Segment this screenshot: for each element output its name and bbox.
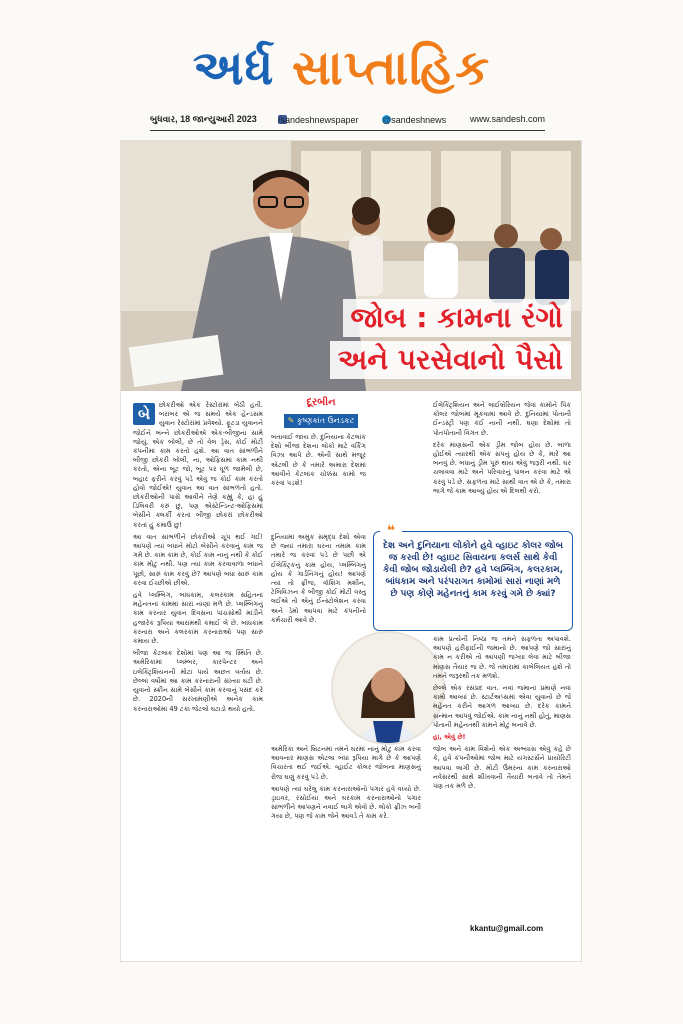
- byline: [271, 397, 371, 428]
- pull-quote: [373, 523, 573, 631]
- column2-paragraph: આપણે ત્યાં ઘરેલુ કામ કરનારાઓનો પગાર હવે વધ્યો છે. ડ્રાઇવર, રસોઈયા અને ઘરકામ કરનારાઓનો પગાર સાંભળીને આપણને નવાઈ લાગે એવો છે. લોકો ફ્રીઝ બની ગયા છે, પણ જે કામ જેને આવડે તે કામ કરે.: [271, 784, 421, 821]
- author-email[interactable]: kkantu@gmail.com: [470, 924, 544, 933]
- pull-quote-text: દેશ અને દુનિયાના લોકોને હવે વ્હાઇટ કોલર જોબ જ કરવી છે! વ્હાઇટ સિવાયના કલર્સ સાથે કેવી કેવી જોબ જોડાયેલી છે? હવે પ્લમ્બિંગ, કલરકામ, બાંધકામ અને પરંપરાગત કામોમાં સારાં નાણાં મળે છે પણ કોણે મહેનતનું કામ કરવું ગમે છે ક્યાં?: [383, 541, 563, 599]
- headline-line1: જોબ : કામના રંગો: [343, 299, 571, 337]
- article-column-2-mid: [271, 533, 366, 629]
- column-name: દૂરબીન: [306, 397, 336, 408]
- column1-paragraph: બીજા કેટલાક દેશોમાં પણ આ જ સ્થિતિ છે. અમેરિકામાં પ્લમ્બર, કારપેન્ટર અને ઇલેક્ટ્રિશિયનની મોટા પાયે અછત વર્તાય છે. છેલ્લાં વર્ષોમાં આ કામ કરનારાની સંખ્યા ઘટી છે. યુવાનો સ્ક્રીન સામે બેસીને કામ કરવાનું પસંદ કરે છે. 2020ની સરખામણીએ અનેક કામ કરનારાઓમાં 49 ટકા જેટલો ઘટાડો થયો હતો.: [133, 649, 263, 713]
- headline-line2: અને પરસેવાનો પૈસો: [330, 341, 571, 379]
- masthead-title: [0, 38, 683, 98]
- column3-paragraph: છેલ્લે એક રસપ્રદ વાત. નવાં જમાનાં પ્રમાણે નવાં કામો આવ્યાં છે. સ્ટાર્ટઅપ્સમાં એવા યુવાનો છે જે મહેનત કરીને આગળ આવ્યા છે. દરેક કામને સન્માન આપવું જોઈએ. કામ નાનું નથી હોતું, માણસ પોતાની મહેનતથી કામને મોટું બનાવે છે.: [433, 684, 571, 729]
- issue-date: બુધવાર, 18 જાન્યુઆરી 2023: [150, 114, 257, 124]
- article-column-1: [133, 401, 263, 953]
- headline: [330, 299, 571, 379]
- dropcap: બે: [133, 403, 155, 425]
- office-team-photo: [121, 141, 581, 391]
- woman-portrait: [331, 631, 445, 745]
- column2-paragraph: અમેરિકા અને બ્રિટનમાં તમને ઘરમાં નાનું મોટું કામ કરવા આવનાર માણસ એટલા બધા રૂપિયા માગે છે કે આપણે વિચારતા થઈ જઈએ. વ્હાઈટ કોલર જોબના માણસનું રોજ ઘણું કરવું પડે છે.: [271, 745, 421, 781]
- article-column-3-mid: [433, 635, 571, 875]
- author-name: કૃષ્ણકાંત ઉનડકટ: [296, 416, 355, 425]
- facebook-handle-text: /sandeshnewspaper: [278, 115, 359, 125]
- dateline: [150, 113, 550, 127]
- article-column-2-bottom: [271, 745, 421, 953]
- masthead-divider: [150, 130, 545, 131]
- article-column-2-top: [271, 433, 366, 533]
- column2-paragraph: દુનિયામાં અમુક સમૃદ્ધ દેશો એવા છે જ્યાં તમારા ઘરના તમામ કામ તમારે જ કરવાં પડે છે પછી એ ઈલેક્ટ્રિકનું કામ હોય, પ્લમ્બિંગનું હોય કે ગાર્ડનિંગનું હોય! આપણે ત્યાં તો ફ્રીજ, વૉશિંગ મશીન, ટેલિવિઝન કે બીજી કોઈ મોટી વસ્તુ લઈએ તો એનું ઈન્સ્ટોલેશન કરવા અને ડેમો આપવા માટે કંપનીનો કર્મચારી આવે છે.: [271, 533, 366, 624]
- masthead-title-word2: સાપ્તાહિક: [292, 40, 491, 96]
- article: [120, 140, 582, 962]
- column3-paragraph: જોબ અને કામ વિશેનો એક અભ્યાસ એવું કહે છે કે, હવે કંપનીઓમાં જોબ માટે યંગસ્ટર્સને પ્રાયોરિટી આપવા લાગી છે. મોટી ઉંમરના કામ કરનારાઓ નવેસરથી સાથે શીખવાની તૈયારી બતાવે તો તેમને પણ તક મળે છે.: [433, 745, 571, 791]
- column1-paragraph: હવે પ્લમ્બિંગ, બાંધકામ, કલરકામ સહિતનાં મહેનતનાં કામમાં સારાં નાણાં મળે છે. પ્લમ્બિંગનું કામ કરનાર યુવાન દિવસના પાંચસોથી માંડીને હજારેક રૂપિયા આરામથી કમાઈ લે છે. બાંધકામ કરનારા અને કલરકામ કરનારાઓ પણ સારું કમાય છે.: [133, 591, 263, 646]
- column1-paragraph: આ વાત સાંભળીને છોકરીઓ ચૂપ થઈ ગઈ! આપણે ત્યાં બધાને મોટો બેસીને કરવાનું કામ જ ગમે છે. કામ કામ છે, કોઈ કામ નાનું નથી કે કોઈ કામ મોટું નથી. પણ ત્યાં કામ કરવાવાળા બધાને પૂછો, સારું કામ કરવું છે? આપણે બધા સારું કામ કરવા ઈચ્છીએ છીએ.: [133, 532, 263, 587]
- website-link[interactable]: www.sandesh.com: [470, 114, 546, 124]
- column1-paragraph: છોકરીઓ એક રેસ્ટોરાંમાં બેઠી હતી. બરાબર એ જ સમયે એક હેન્ડસમ યુવાન રેસ્ટોરાંમાં પ્રવેશ્યો. ફૂટડા યુવાનને જોઈને બન્ને છોકરીઓએ એક-બીજીના સામે જોયું. એક બોલી, છે તો વેલ ડ્રેસ, કોઈ મોટી કંપનીમાં કામ કરતો હશે. આ વાત સાંભળીને બીજી છોકરી બોલી, ના, ઓફિસમાં કામ નથી કરતો, એના બૂટ જો, બૂટ પર ધૂળ જામેલી છે, બહાર ફરીને કરવું પડે એવું જ કોઈ કામ કરતો હોવો જોઈએ! યુવાન આ વાત સાંભળતો હતો. છોકરીઓની પાસે આવીને તેણે કહ્યું કે, હા હું ડિલિવરી કરું છું, પણ એસ્ટેન્ડિન્ટ-ઓફિસમાં બેસીને ક્લર્કી કરતાં બીજી છોકરાં છોકરીઓ કરતાં હું કમાઉં છું!: [133, 401, 263, 529]
- column3-paragraph: ઈલેક્ટ્રિશિયન અને લાઈબ્રેરિયન જેવાં કામોને પિંક કોલર જોબમાં મૂકવામાં આવે છે. દુનિયામાં પોતાની ઈન્ડસ્ટ્રી પણ કંઈ નાની નથી. ઘણા દેશોમાં તો પોતપોતાની વિગત છે.: [433, 401, 571, 437]
- quote-mark-icon: ❝: [380, 524, 402, 536]
- twitter-handle-text: @sandeshnews: [382, 115, 447, 125]
- column2-paragraph: બતાવાઈ જાય છે. દુનિયાના કેટલાંક દેશો બીજા દેશના લોકો માટે વર્કિંગ વિઝા આપે છે. એની સાથે મજૂર એટલી છે કે તમારે અમારા દેશમાં આવીને કેટલાંક ચોક્કસ કામો જ કરવાં પડશે!: [271, 433, 366, 488]
- column3-paragraph: દરેક માણસની એક ડ્રીમ જોબ હોય છે. બાળા હોઈએ ત્યારથી એક સપનું હોય છે કે, મારે આ બનવું છે. બધાનું ડ્રીમ પૂરું થાય એવું જરૂરી નથી. ઘર ચલાવવા માટે અને પરિવારનું પાલન કરવા માટે એ કરવું પડે છે. સફળતા માટે સાથી વાત એ છે કે, તમારા ભાગે જે કામ આવ્યું હોય એ દિલથી કરો.: [433, 440, 571, 495]
- pen-icon: ✎: [287, 416, 297, 425]
- subhead: હા, એવું છે!: [433, 733, 466, 742]
- author-name-badge: [284, 414, 359, 428]
- column3-paragraph: કામ પ્રત્યેની નિષ્ઠા જ તમને સફળતા અપાવશે. આપણે હરીફાઈની જમાનો છે. આપણે જો સારાંનું કામ ન કરીએ તો આપણી જગ્યા લેવા માટે બીજા માણસ તૈયાર જ છે. જે તમારામાં કાબેલિયત હશે તો તમને જરૂરથી તક મળશે.: [433, 635, 571, 680]
- article-column-3-top: [433, 401, 571, 531]
- woman-portrait-illustration: [333, 633, 443, 743]
- masthead-title-word1: અર્ધ: [192, 40, 275, 96]
